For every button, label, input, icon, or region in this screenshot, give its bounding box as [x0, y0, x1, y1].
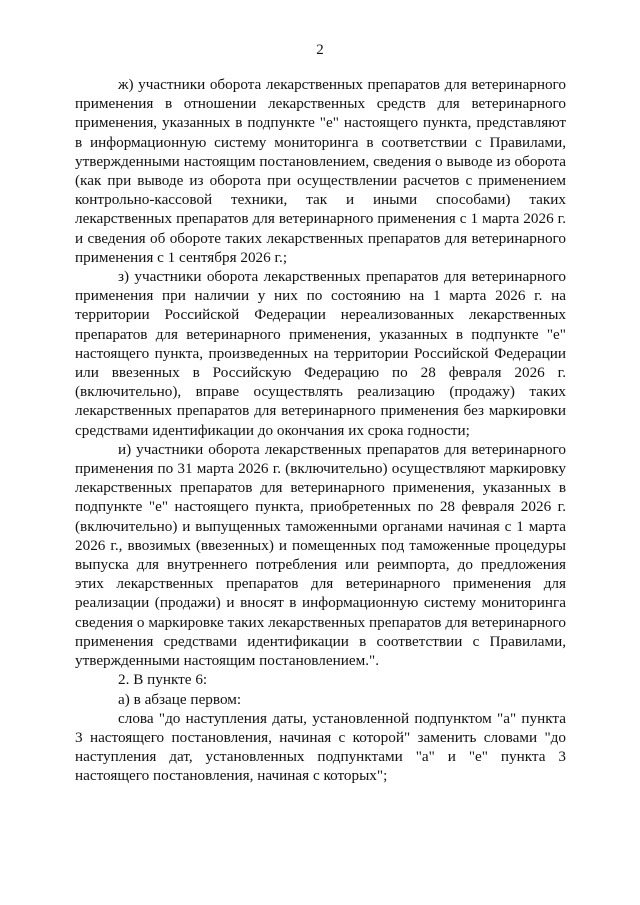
page-number: 2	[316, 42, 324, 58]
document-body	[75, 75, 566, 786]
paragraph-z: з) участники оборота лекарственных препаратов для ветеринарного применения при наличии у них по состоянию на 1 марта 2026 г. на территории Российской Федерации нереализованных лекарственных препаратов для ветеринарного применения, указанных в подпункте "е" настоящего пункта, произведенных на территории Российской Федерации или ввезенных в Российскую Федерацию по 28 февраля 2026 г. (включительно), вправе осуществлять реализацию (продажу) таких лекарственных препаратов для ветеринарного применения без маркировки средствами идентификации до окончания их срока годности;	[75, 268, 566, 439]
paragraph-zh: ж) участники оборота лекарственных препаратов для ветеринарного применения в отношении лекарственных средств для ветеринарного применения, указанных в подпункте "е" настоящего пункта, представляют в информационную систему мониторинга в соответствии с Правилами, утвержденными настоящим постановлением, сведения о выводе из оборота (как при выводе из оборота при осуществлении расчетов с применением контрольно-кассовой техники, так и иными способами) таких лекарственных препаратов для ветеринарного применения с 1 марта 2026 г. и сведения об обороте таких лекарственных препаратов для ветеринарного применения с 1 сентября 2026 г.;	[75, 76, 566, 266]
paragraph-replacement: слова "до наступления даты, установленной подпунктом "а" пункта 3 настоящего постановления, начиная с которой" заменить словами "до наступления дат, установленных подпунктами "а" и "е" пункта 3 настоящего постановления, начиная с которых";	[75, 709, 566, 785]
paragraph-i: и) участники оборота лекарственных препаратов для ветеринарного применения по 31 марта 2026 г. (включительно) осуществляют маркировку лекарственных препаратов для ветеринарного применения, указанных в подпункте "е" настоящего пункта, приобретенных по 28 февраля 2026 г. (включительно) и выпущенных таможенными органами начиная с 1 марта 2026 г., ввозимых (ввезенных) и помещенных под таможенные процедуры выпуска для внутреннего потребления или реимпорта, до предложения этих лекарственных препаратов для ветеринарного применения для реализации (продажи) и вносят в информационную систему мониторинга сведения о маркировке таких лекарственных препаратов для ветеринарного применения средствами идентификации в соответствии с Правилами, утвержденными настоящим постановлением.".	[75, 440, 566, 670]
paragraph-subitem-a: а) в абзаце первом:	[118, 690, 242, 708]
paragraph-item-2: 2. В пункте 6:	[118, 671, 208, 689]
